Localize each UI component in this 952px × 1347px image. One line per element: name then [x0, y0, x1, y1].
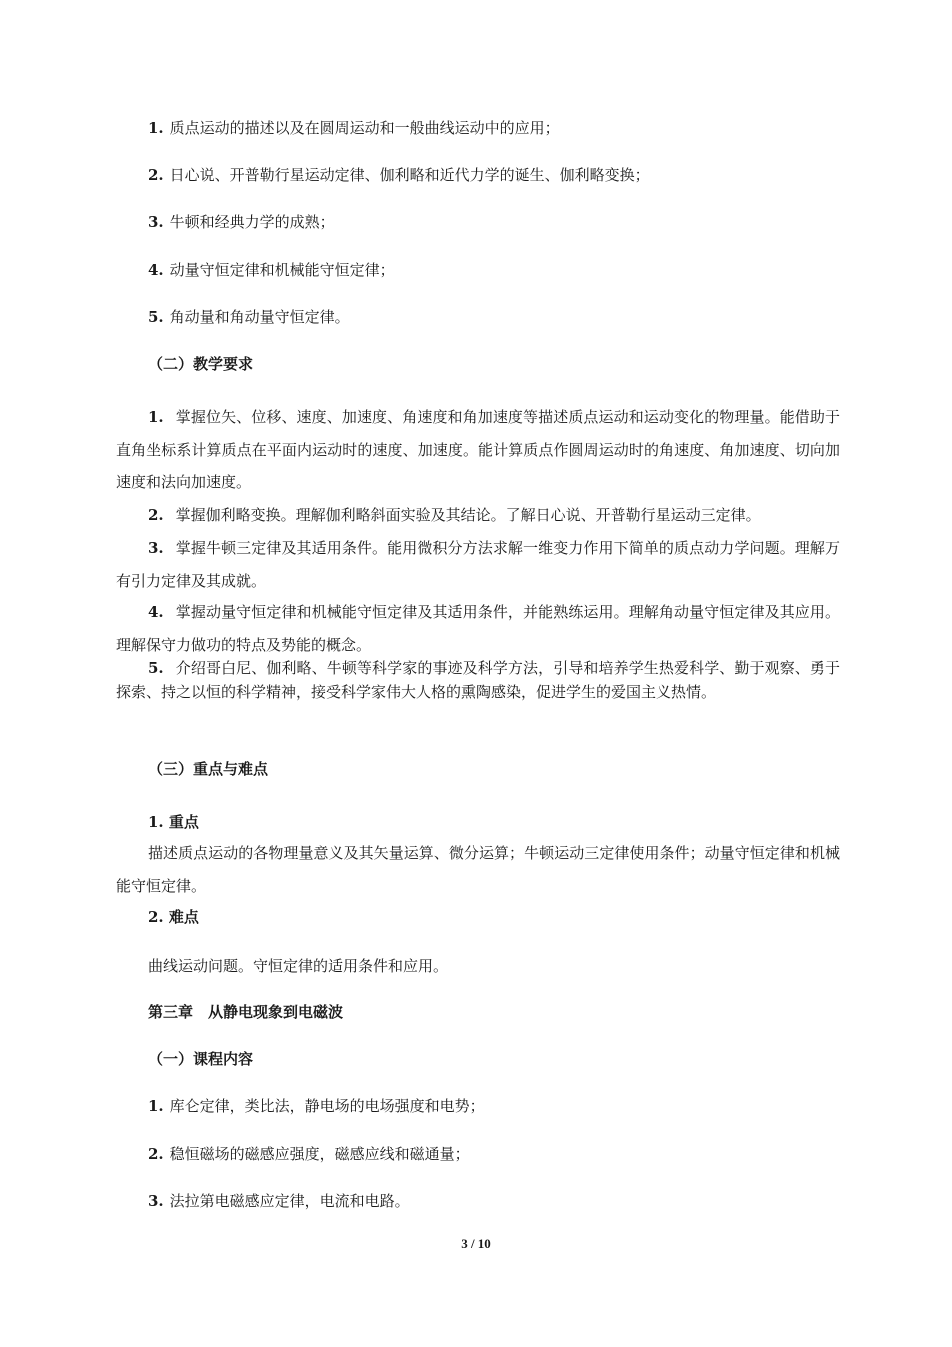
- paragraph-text: 掌握伽利略变换。理解伽利略斜面实验及其结论。了解日心说、开普勒行星运动三定律。: [175, 506, 761, 524]
- difficulty-label: 2. 难点: [148, 908, 199, 926]
- requirement-paragraph: [116, 532, 840, 597]
- item-text: 角动量和角动量守恒定律。: [169, 308, 350, 326]
- paragraph-text: 掌握动量守恒定律和机械能守恒定律及其适用条件，并能熟练运用。理解角动量守恒定律及其应用。理解保守力做功的特点及势能的概念。: [116, 603, 840, 654]
- item-text: 质点运动的描述以及在圆周运动和一般曲线运动中的应用；: [169, 119, 560, 137]
- item-number: 3.: [148, 539, 164, 557]
- item-number: 2.: [148, 1145, 164, 1163]
- list-item: [148, 1191, 410, 1211]
- item-text: 日心说、开普勒行星运动定律、伽利略和近代力学的诞生、伽利略变换；: [169, 166, 650, 184]
- list-item: [148, 1096, 485, 1116]
- document-page: [116, 0, 840, 1347]
- list-item: [148, 260, 395, 280]
- item-number: 1.: [148, 408, 164, 426]
- paragraph-text: 掌握位矢、位移、速度、加速度、角速度和角加速度等描述质点运动和运动变化的物理量。能借助于直角坐标系计算质点在平面内运动时的速度、加速度。能计算质点作圆周运动时的角速度、角加速度、切向加速度和法向加速度。: [116, 408, 840, 491]
- requirement-paragraph: [116, 596, 840, 661]
- item-number: 4.: [148, 603, 164, 621]
- key-paragraph: 描述质点运动的各物理量意义及其矢量运算、微分运算；牛顿运动三定律使用条件；动量守恒定律和机械能守恒定律。: [116, 844, 840, 895]
- item-text: 库仑定律，类比法，静电场的电场强度和电势；: [169, 1097, 485, 1115]
- item-number: 4.: [148, 261, 164, 279]
- paragraph-text: 掌握牛顿三定律及其适用条件。能用微积分方法求解一维变力作用下简单的质点动力学问题。理解万有引力定律及其成就。: [116, 539, 840, 590]
- requirement-paragraph: [116, 401, 840, 499]
- list-item: [148, 212, 335, 232]
- item-text: 稳恒磁场的磁感应强度，磁感应线和磁通量；: [169, 1145, 470, 1163]
- item-number: 5.: [148, 659, 164, 677]
- paragraph-text: 介绍哥白尼、伽利略、牛顿等科学家的事迹及科学方法，引导和培养学生热爱科学、勤于观察、勇于探索、持之以恒的科学精神，接受科学家伟大人格的熏陶感染，促进学生的爱国主义热情。: [116, 659, 840, 701]
- item-number: 2.: [148, 506, 164, 524]
- item-text: 动量守恒定律和机械能守恒定律；: [169, 261, 395, 279]
- item-number: 1.: [148, 119, 164, 137]
- section-heading-content: （一）课程内容: [148, 1050, 254, 1068]
- list-item: [148, 307, 350, 327]
- item-number: 1.: [148, 1097, 164, 1115]
- requirement-paragraph: [116, 656, 840, 704]
- difficulty-text: 曲线运动问题。守恒定律的适用条件和应用。: [148, 957, 449, 975]
- requirement-paragraph: [116, 499, 840, 532]
- list-item: [148, 118, 560, 138]
- section-heading-keypoints: （三）重点与难点: [148, 760, 269, 778]
- section-heading-requirements: （二）教学要求: [148, 355, 254, 373]
- item-number: 5.: [148, 308, 164, 326]
- list-item: [148, 1144, 470, 1164]
- item-text: 牛顿和经典力学的成熟；: [169, 213, 335, 231]
- key-label: 1. 重点: [148, 813, 199, 831]
- item-text: 法拉第电磁感应定律，电流和电路。: [169, 1192, 410, 1210]
- item-number: 2.: [148, 166, 164, 184]
- page-number: 3 / 10: [461, 1236, 491, 1251]
- item-number: 3.: [148, 1192, 164, 1210]
- list-item: [148, 165, 650, 185]
- chapter-title: 第三章 从静电现象到电磁波: [148, 1003, 344, 1021]
- item-number: 3.: [148, 213, 164, 231]
